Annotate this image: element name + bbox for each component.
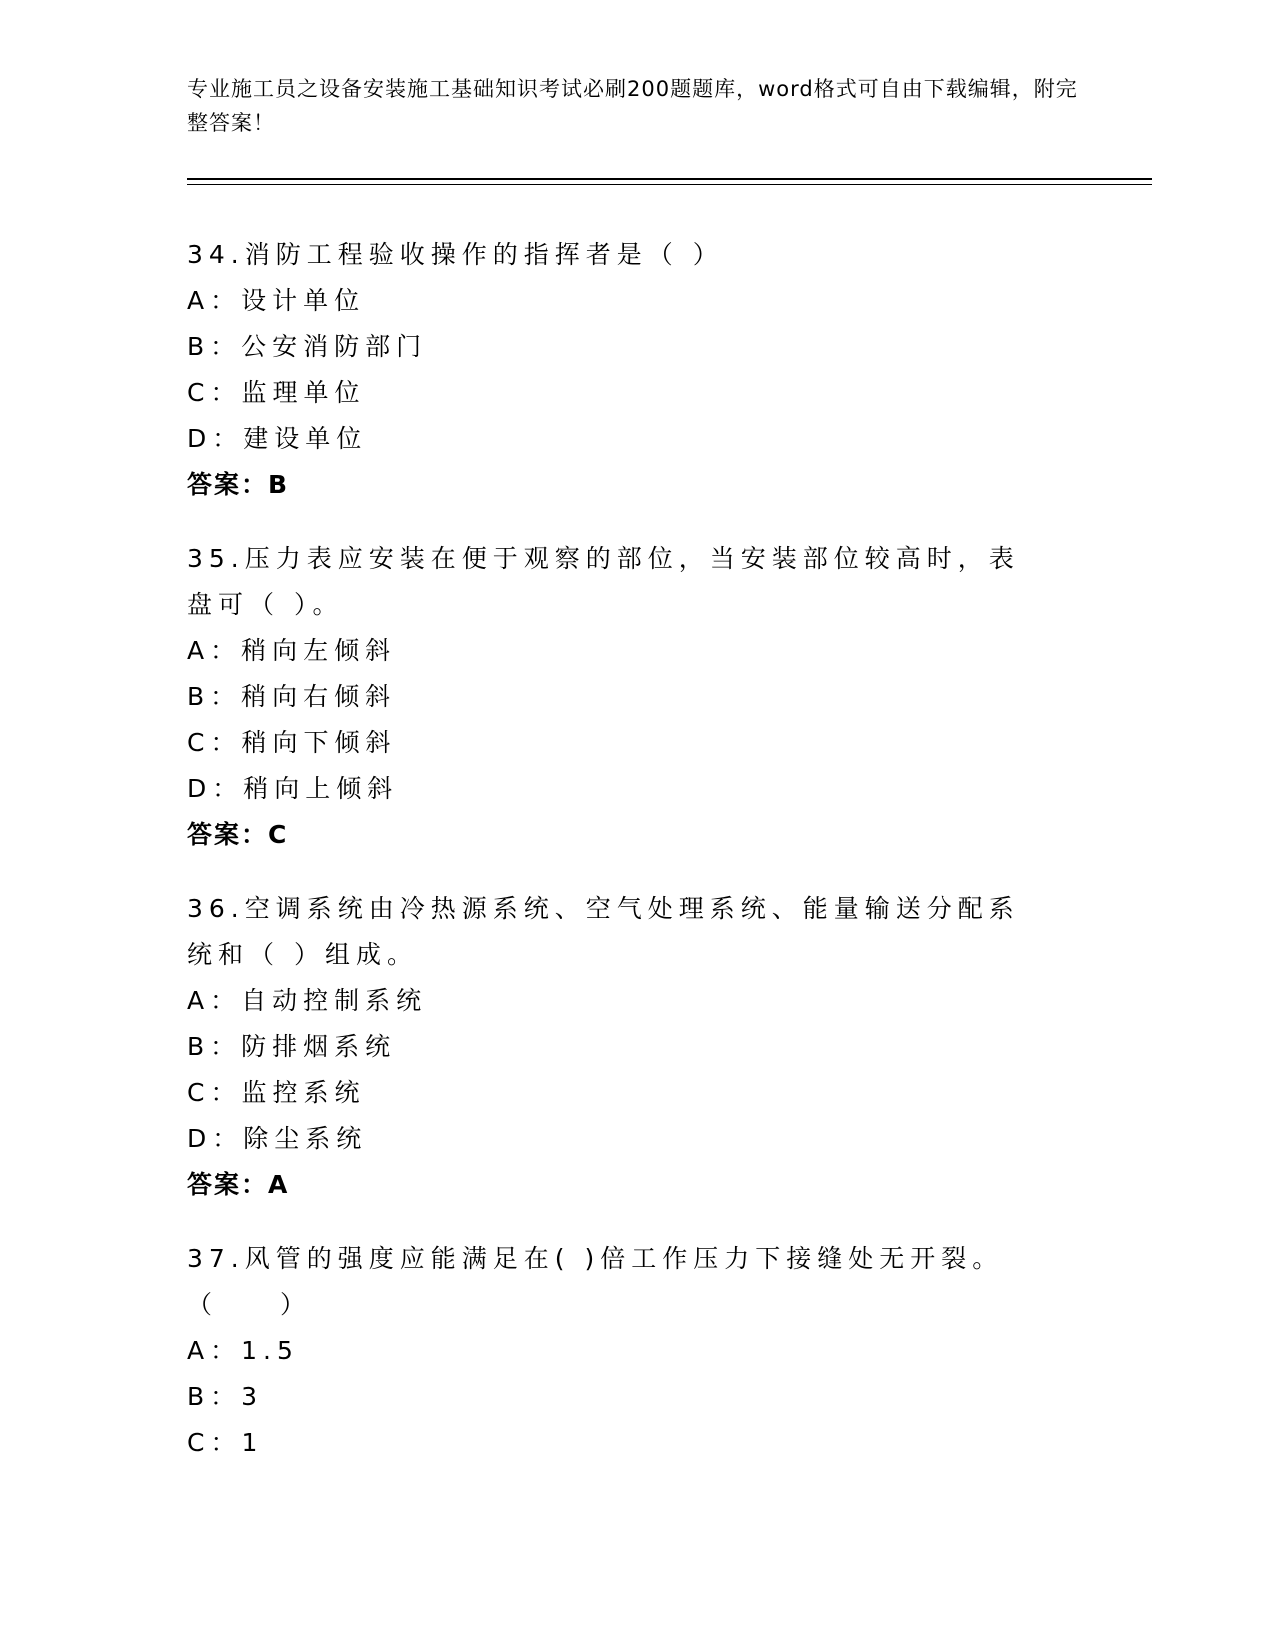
question-35 [187, 536, 1067, 858]
document-header: 专业施工员之设备安装施工基础知识考试必刷200题题库，word格式可自由下载编辑，附完整答案！ [187, 77, 1078, 135]
header-divider-thin [187, 184, 1152, 185]
answer-label: 答案：C [187, 820, 289, 849]
option-a: A：1.5 [187, 1336, 299, 1365]
option-c: C：稍向下倾斜 [187, 728, 397, 757]
option-b: B：公安消防部门 [187, 332, 428, 361]
question-34 [187, 232, 1067, 508]
option-b: B：3 [187, 1382, 264, 1411]
question-list [187, 232, 1067, 1494]
option-d: D：建设单位 [187, 424, 368, 453]
option-d: D：稍向上倾斜 [187, 774, 399, 803]
answer-label: 答案：B [187, 470, 290, 499]
question-36 [187, 886, 1067, 1208]
option-c: C：监控系统 [187, 1078, 366, 1107]
option-b: B：防排烟系统 [187, 1032, 397, 1061]
option-d: D：除尘系统 [187, 1124, 368, 1153]
question-stem: 35.压力表应安装在便于观察的部位，当安装部位较高时，表盘可（ ）。 [187, 544, 1020, 619]
option-a: A：设计单位 [187, 286, 366, 315]
option-c: C：监理单位 [187, 378, 366, 407]
option-b: B：稍向右倾斜 [187, 682, 397, 711]
header-divider-thick [187, 178, 1152, 180]
question-37 [187, 1236, 1067, 1466]
option-c: C：1 [187, 1428, 264, 1457]
option-a: A：稍向左倾斜 [187, 636, 397, 665]
question-stem: 37.风管的强度应能满足在( )倍工作压力下接缝处无开裂。（ ） [187, 1244, 1004, 1319]
answer-label: 答案：A [187, 1170, 290, 1199]
question-stem: 36.空调系统由冷热源系统、空气处理系统、能量输送分配系统和（ ）组成。 [187, 894, 1020, 969]
option-a: A：自动控制系统 [187, 986, 428, 1015]
question-stem: 34.消防工程验收操作的指挥者是（ ） [187, 240, 724, 269]
